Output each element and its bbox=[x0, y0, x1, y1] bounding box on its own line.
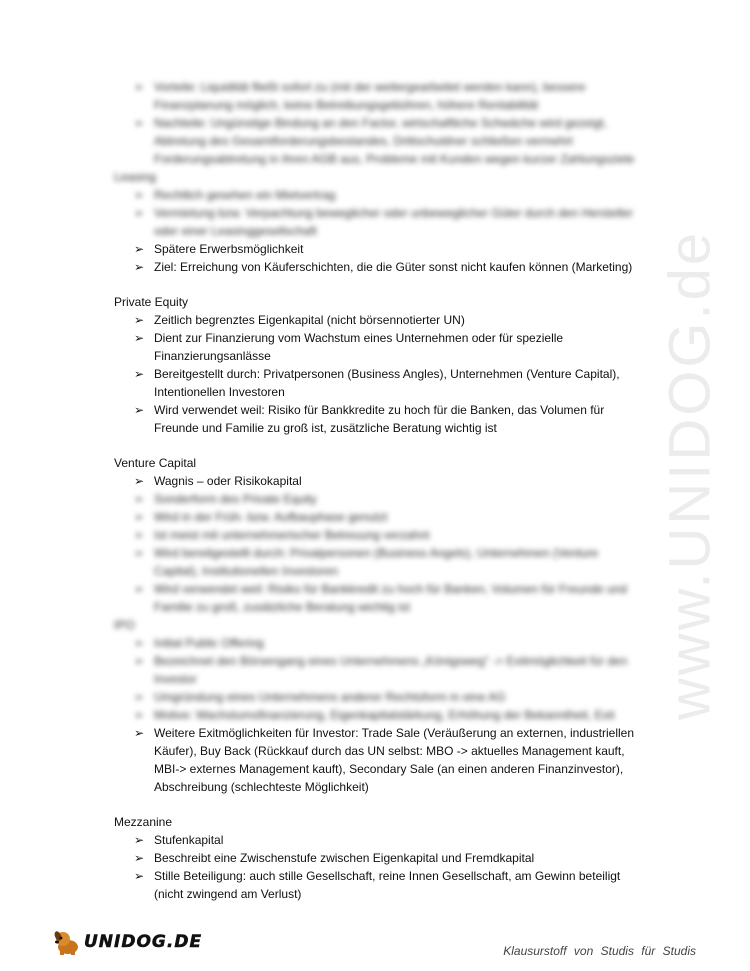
document-content bbox=[114, 78, 644, 903]
watermark: www.UNIDOG.de bbox=[657, 229, 723, 721]
paragraph-gap bbox=[114, 437, 644, 454]
arrow-bullet-icon: ➢ bbox=[134, 851, 145, 865]
list-item-text: Rechtlich gesehen ein Mietvertrag bbox=[154, 188, 336, 202]
list-item bbox=[114, 240, 644, 258]
list-item-text: Vorteile: Liquidität fließt sofort zu (mit der weitergearbeitet werden kann), bessere Finanzplanung möglich, keine Betreibungsgebühren, höhere Rentabilität bbox=[154, 80, 586, 112]
list-item bbox=[114, 849, 644, 867]
list-item-text: Dient zur Finanzierung vom Wachstum eines Unternehmen oder für spezielle Finanzierungsanlässe bbox=[154, 331, 564, 363]
list-item-text: Bezeichnet den Börsengang eines Unternehmens „Königsweg“ -> Exitmöglichkeit für den Investor bbox=[154, 654, 628, 686]
list-item-text: Stille Beteiligung: auch stille Gesellschaft, reine Innen Gesellschaft, am Gewinn beteiligt (nicht zwingend am Verlust) bbox=[154, 869, 621, 901]
paragraph-gap bbox=[114, 276, 644, 293]
arrow-bullet-icon: ➢ bbox=[134, 367, 145, 381]
section-heading: Leasing bbox=[114, 170, 157, 184]
arrow-bullet-icon: ➢ bbox=[134, 474, 145, 488]
list-item-text: Motive: Wachstumsfinanzierung, Eigenkapitalstärkung, Erhöhung der Bekanntheit, Exit bbox=[154, 708, 615, 722]
section-heading: Venture Capital bbox=[114, 456, 197, 470]
list-item bbox=[114, 580, 644, 616]
section-heading: Mezzanine bbox=[114, 815, 173, 829]
list-item bbox=[114, 78, 644, 114]
arrow-bullet-icon: ➢ bbox=[134, 833, 145, 847]
list-item-text: Ist meist mit unternehmerischer Betreuung verzahnt bbox=[154, 528, 430, 542]
arrow-bullet-icon: ➢ bbox=[134, 188, 145, 202]
arrow-bullet-icon: ➢ bbox=[134, 636, 145, 650]
list-item bbox=[114, 526, 644, 544]
arrow-bullet-icon: ➢ bbox=[134, 528, 145, 542]
list-item-text: Beschreibt eine Zwischenstufe zwischen Eigenkapital und Fremdkapital bbox=[154, 851, 535, 865]
arrow-bullet-icon: ➢ bbox=[134, 403, 145, 417]
footer-tagline: Klausurstoff von Studis für Studis bbox=[503, 944, 696, 958]
arrow-bullet-icon: ➢ bbox=[134, 690, 145, 704]
list-item-text: Wird verwendet weil: Risiko für Bankkredit zu hoch für Banken, Volumen für Freunde und Familie zu groß, zusätzliche Beratung wichtig ist bbox=[154, 582, 627, 614]
unidog-logo[interactable] bbox=[52, 928, 202, 956]
list-item-text: Bereitgestellt durch: Privatpersonen (Business Angles), Unternehmen (Venture Capital), Intentionellen Investoren bbox=[154, 367, 620, 399]
list-item bbox=[114, 867, 644, 903]
list-item bbox=[114, 490, 644, 508]
list-item-text: Weitere Exitmöglichkeiten für Investor: Trade Sale (Veräußerung an externen, industriellen Käufer), Buy Back (Rückkauf durch das UN selbst: MBO -> aktuelles Management kauft, MBI-> externes Management kauft), Secondary Sale (an einen anderen Finanzinvestor), Abschreibung (schlechteste Möglichkeit) bbox=[154, 726, 635, 794]
list-item-text: Umgründung eines Unternehmens anderer Rechtsform in eine AG bbox=[154, 690, 506, 704]
arrow-bullet-icon: ➢ bbox=[134, 510, 145, 524]
list-item bbox=[114, 258, 644, 276]
arrow-bullet-icon: ➢ bbox=[134, 80, 145, 94]
list-item bbox=[114, 114, 644, 168]
arrow-bullet-icon: ➢ bbox=[134, 546, 145, 560]
arrow-bullet-icon: ➢ bbox=[134, 582, 145, 596]
list-item bbox=[114, 329, 644, 365]
list-item-text: Spätere Erwerbsmöglichkeit bbox=[154, 242, 304, 256]
arrow-bullet-icon: ➢ bbox=[134, 242, 145, 256]
list-item bbox=[114, 204, 644, 240]
arrow-bullet-icon: ➢ bbox=[134, 869, 145, 883]
list-item-text: Zeitlich begrenztes Eigenkapital (nicht börsennotierter UN) bbox=[154, 313, 465, 327]
logo-text: UNIDOG.DE bbox=[84, 932, 203, 952]
list-item bbox=[114, 508, 644, 526]
dog-mascot-icon bbox=[52, 928, 82, 956]
list-item bbox=[114, 634, 644, 652]
list-item bbox=[114, 401, 644, 437]
arrow-bullet-icon: ➢ bbox=[134, 331, 145, 345]
section-heading: IPO bbox=[114, 618, 135, 632]
list-item-text: Wird in der Früh- bzw. Aufbauphase genutzt bbox=[154, 510, 388, 524]
arrow-bullet-icon: ➢ bbox=[134, 313, 145, 327]
list-item bbox=[114, 365, 644, 401]
arrow-bullet-icon: ➢ bbox=[134, 708, 145, 722]
list-item bbox=[114, 472, 644, 490]
list-item bbox=[114, 706, 644, 724]
arrow-bullet-icon: ➢ bbox=[134, 492, 145, 506]
list-item-text: Wagnis – oder Risikokapital bbox=[154, 474, 302, 488]
list-item-text: Vermietung bzw. Verpachtung beweglicher oder unbeweglicher Güter durch den Hersteller oder einer Leasinggesellschaft bbox=[154, 206, 633, 238]
list-item-text: Wird bereitgestellt durch: Privatpersonen (Business Angels), Unternehmen (Venture Capital), Institutionellen Investoren bbox=[154, 546, 599, 578]
list-item bbox=[114, 652, 644, 688]
list-item bbox=[114, 688, 644, 706]
list-item-text: Sonderform des Private Equity bbox=[154, 492, 317, 506]
arrow-bullet-icon: ➢ bbox=[134, 260, 145, 274]
arrow-bullet-icon: ➢ bbox=[134, 206, 145, 220]
arrow-bullet-icon: ➢ bbox=[134, 654, 145, 668]
section-heading: Private Equity bbox=[114, 295, 189, 309]
list-item-text: Nachteile: Ungünstige Bindung an den Factor, wirtschaftliche Schwäche wird gezeigt, Abtretung des Gesamtforderungsbestandes, Drittschuldner schließen vermehrt Forderungsabtretung in ihren AGB aus, Probleme mit Kunden wegen kurzer Zahlungsziele bbox=[154, 116, 635, 166]
arrow-bullet-icon: ➢ bbox=[134, 116, 145, 130]
list-item bbox=[114, 724, 644, 796]
paragraph-gap bbox=[114, 796, 644, 813]
list-item-text: Initial Public Offering bbox=[154, 636, 264, 650]
list-item-text: Stufenkapital bbox=[154, 833, 224, 847]
list-item bbox=[114, 831, 644, 849]
list-item bbox=[114, 311, 644, 329]
list-item bbox=[114, 186, 644, 204]
arrow-bullet-icon: ➢ bbox=[134, 726, 145, 740]
list-item bbox=[114, 544, 644, 580]
list-item-text: Ziel: Erreichung von Käuferschichten, die die Güter sonst nicht kaufen können (Marketing) bbox=[154, 260, 633, 274]
list-item-text: Wird verwendet weil: Risiko für Bankkredite zu hoch für die Banken, das Volumen für Freunde und Familie zu groß ist, zusätzliche Beratung wichtig ist bbox=[154, 403, 605, 435]
